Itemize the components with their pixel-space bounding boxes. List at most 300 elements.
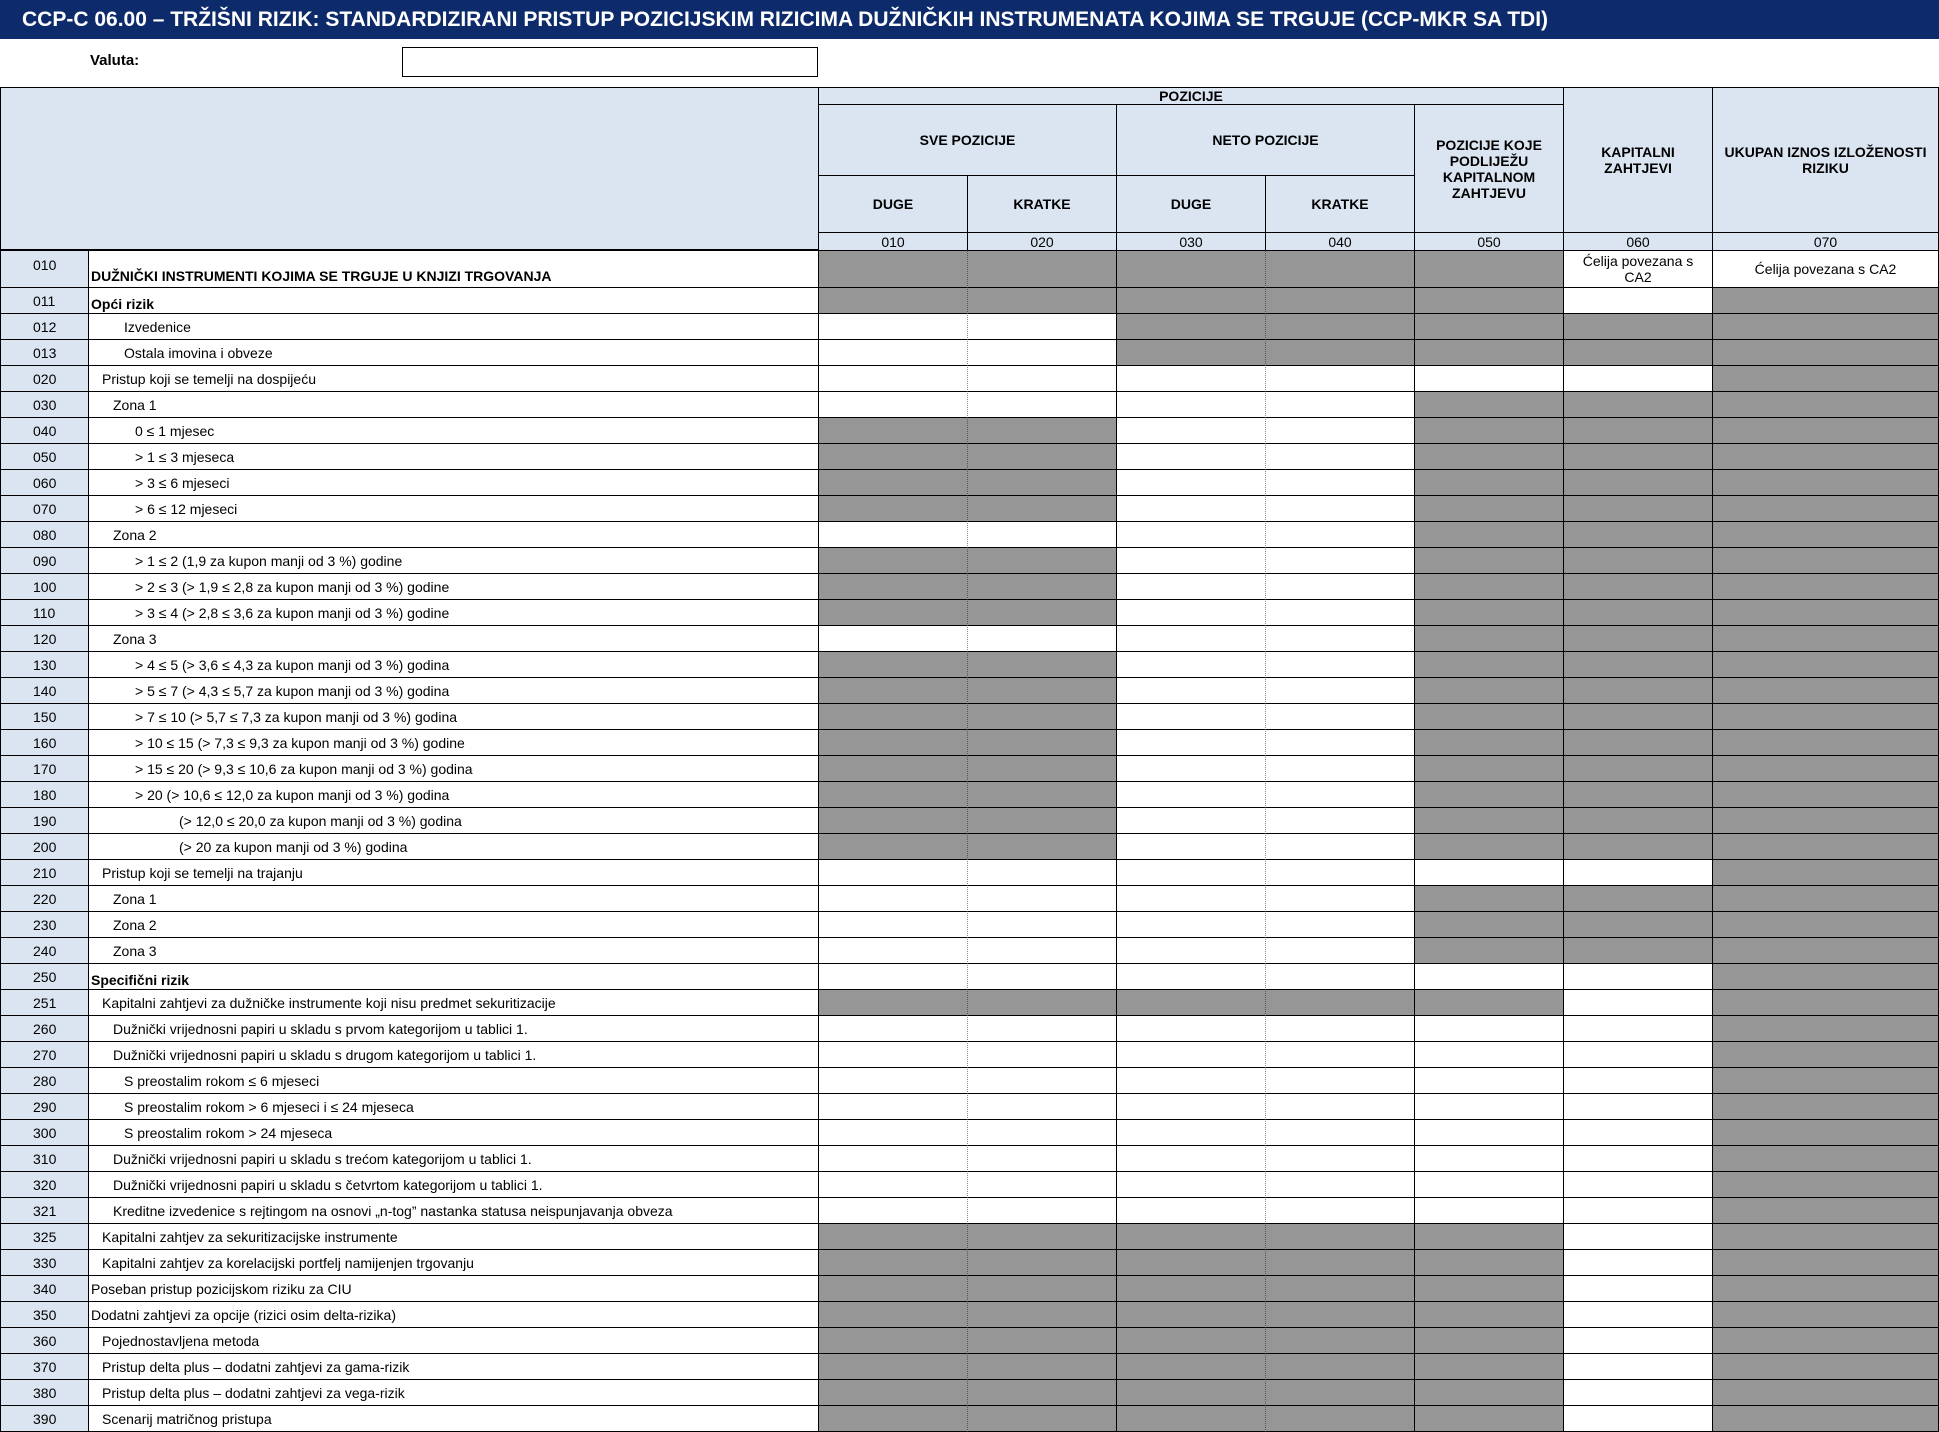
input-cell[interactable] (1265, 963, 1415, 990)
shaded-cell (1712, 1171, 1939, 1198)
input-cell[interactable] (1563, 1249, 1713, 1276)
shaded-cell (967, 287, 1117, 314)
input-cell[interactable] (1116, 807, 1266, 834)
input-cell[interactable] (1265, 365, 1415, 392)
shaded-cell (1712, 339, 1939, 366)
input-cell[interactable] (1116, 391, 1266, 418)
input-cell[interactable] (818, 1015, 968, 1042)
row-label: Dužnički vrijednosni papiri u skladu s četvrtom kategorijom u tablici 1. (88, 1171, 819, 1198)
row-code: 330 (0, 1249, 89, 1276)
input-cell[interactable] (1414, 1067, 1564, 1094)
shaded-cell (1414, 287, 1564, 314)
shaded-cell (1563, 313, 1713, 340)
input-cell[interactable] (967, 859, 1117, 886)
shaded-cell (818, 1301, 968, 1328)
input-cell[interactable] (818, 1145, 968, 1172)
shaded-cell (1414, 1275, 1564, 1302)
input-cell[interactable] (1265, 859, 1415, 886)
input-cell[interactable] (1563, 1223, 1713, 1250)
input-cell[interactable] (1116, 1119, 1266, 1146)
input-cell[interactable] (1265, 1171, 1415, 1198)
row-code: 240 (0, 937, 89, 964)
input-cell[interactable] (1265, 599, 1415, 626)
input-cell[interactable] (1563, 287, 1713, 314)
input-cell[interactable] (967, 625, 1117, 652)
shaded-cell (1712, 781, 1939, 808)
shaded-cell (1563, 391, 1713, 418)
shaded-cell (1712, 625, 1939, 652)
input-cell[interactable] (818, 1093, 968, 1120)
shaded-cell (1265, 1275, 1415, 1302)
shaded-cell (967, 833, 1117, 860)
row-label: S preostalim rokom > 6 mjeseci i ≤ 24 mjeseca (88, 1093, 819, 1120)
input-cell[interactable] (1563, 365, 1713, 392)
row-label: (> 12,0 ≤ 20,0 za kupon manji od 3 %) godina (88, 807, 819, 834)
input-cell[interactable] (967, 339, 1117, 366)
input-cell[interactable] (1265, 807, 1415, 834)
input-cell[interactable] (1265, 469, 1415, 496)
row-code: 010 (0, 250, 89, 288)
row-code: 011 (0, 287, 89, 314)
input-cell[interactable] (967, 521, 1117, 548)
input-cell[interactable] (1116, 1093, 1266, 1120)
input-cell[interactable] (1265, 417, 1415, 444)
row-label: > 1 ≤ 3 mjeseca (88, 443, 819, 470)
shaded-cell (1712, 313, 1939, 340)
input-cell[interactable] (1414, 1145, 1564, 1172)
row-code: 290 (0, 1093, 89, 1120)
input-cell[interactable] (1116, 469, 1266, 496)
input-cell[interactable] (818, 313, 968, 340)
shaded-cell (1563, 651, 1713, 678)
shaded-cell (1563, 937, 1713, 964)
input-cell[interactable] (1563, 1405, 1713, 1432)
shaded-cell (1712, 521, 1939, 548)
input-cell[interactable] (1414, 1119, 1564, 1146)
column-code-070: 070 (1712, 232, 1939, 251)
input-cell[interactable] (1265, 1093, 1415, 1120)
row-code: 160 (0, 729, 89, 756)
row-label: Pristup koji se temelji na trajanju (88, 859, 819, 886)
shaded-cell (1712, 1275, 1939, 1302)
input-cell[interactable] (1116, 573, 1266, 600)
row-label: > 10 ≤ 15 (> 7,3 ≤ 9,3 za kupon manji od 3 %) godine (88, 729, 819, 756)
shaded-cell (1712, 1327, 1939, 1354)
input-cell[interactable] (818, 885, 968, 912)
input-cell[interactable] (1265, 651, 1415, 678)
shaded-cell (1414, 729, 1564, 756)
input-cell[interactable] (1265, 1067, 1415, 1094)
input-cell[interactable] (818, 339, 968, 366)
row-code: 251 (0, 989, 89, 1016)
input-cell[interactable] (818, 1119, 968, 1146)
shaded-cell (1265, 1405, 1415, 1432)
shaded-cell (967, 1353, 1117, 1380)
shaded-cell (818, 547, 968, 574)
input-cell[interactable] (967, 365, 1117, 392)
column-code-030: 030 (1116, 232, 1266, 251)
shaded-cell (967, 443, 1117, 470)
row-code: 170 (0, 755, 89, 782)
input-cell[interactable] (1116, 703, 1266, 730)
input-cell[interactable] (1116, 1197, 1266, 1224)
shaded-cell (1414, 599, 1564, 626)
shaded-cell (1563, 495, 1713, 522)
shaded-cell (1414, 1223, 1564, 1250)
row-code: 110 (0, 599, 89, 626)
shaded-cell (1563, 911, 1713, 938)
input-cell[interactable] (1116, 677, 1266, 704)
input-cell[interactable] (1116, 625, 1266, 652)
row-label: Zona 2 (88, 521, 819, 548)
row-code: 140 (0, 677, 89, 704)
input-cell[interactable] (967, 391, 1117, 418)
row-code: 380 (0, 1379, 89, 1406)
input-cell[interactable] (1265, 1041, 1415, 1068)
input-cell[interactable] (1265, 937, 1415, 964)
input-cell[interactable] (1265, 729, 1415, 756)
row-label: Specifični rizik (88, 963, 819, 990)
input-cell[interactable] (1563, 1353, 1713, 1380)
row-code: 250 (0, 963, 89, 990)
shaded-cell (1414, 989, 1564, 1016)
input-cell[interactable] (818, 1171, 968, 1198)
input-cell[interactable] (967, 313, 1117, 340)
input-cell[interactable] (1265, 1145, 1415, 1172)
shaded-cell (1712, 677, 1939, 704)
input-cell[interactable] (1563, 1379, 1713, 1406)
input-cell[interactable] (1265, 1015, 1415, 1042)
shaded-cell (1563, 521, 1713, 548)
input-cell[interactable] (818, 937, 968, 964)
input-cell[interactable] (967, 1067, 1117, 1094)
input-cell[interactable] (1116, 417, 1266, 444)
input-cell[interactable] (818, 625, 968, 652)
input-cell[interactable] (1563, 1171, 1713, 1198)
shaded-cell (1563, 729, 1713, 756)
row-code: 150 (0, 703, 89, 730)
input-cell[interactable] (967, 1093, 1117, 1120)
row-code: 013 (0, 339, 89, 366)
row-label: > 5 ≤ 7 (> 4,3 ≤ 5,7 za kupon manji od 3 %) godina (88, 677, 819, 704)
input-cell[interactable] (1563, 1301, 1713, 1328)
row-code: 120 (0, 625, 89, 652)
shaded-cell (818, 1327, 968, 1354)
input-cell[interactable] (1563, 1275, 1713, 1302)
shaded-cell (1265, 1379, 1415, 1406)
row-label: Dužnički vrijednosni papiri u skladu s trećom kategorijom u tablici 1. (88, 1145, 819, 1172)
shaded-cell (1116, 1249, 1266, 1276)
shaded-cell (1563, 781, 1713, 808)
input-cell[interactable] (967, 1041, 1117, 1068)
input-cell[interactable] (1563, 963, 1713, 990)
row-label: Zona 1 (88, 885, 819, 912)
input-cell[interactable] (1116, 651, 1266, 678)
header-sve-kratke: KRATKE (967, 175, 1117, 233)
input-cell[interactable] (818, 521, 968, 548)
shaded-cell (1414, 807, 1564, 834)
input-cell[interactable] (1563, 1327, 1713, 1354)
row-code: 360 (0, 1327, 89, 1354)
shaded-cell (967, 781, 1117, 808)
shaded-cell (818, 1223, 968, 1250)
row-code: 260 (0, 1015, 89, 1042)
input-cell[interactable] (1116, 365, 1266, 392)
row-code: 300 (0, 1119, 89, 1146)
input-cell[interactable] (1116, 443, 1266, 470)
input-cell[interactable] (1265, 521, 1415, 548)
shaded-cell (818, 599, 968, 626)
input-cell[interactable] (1414, 963, 1564, 990)
row-label: 0 ≤ 1 mjesec (88, 417, 819, 444)
shaded-cell (818, 677, 968, 704)
input-cell[interactable] (818, 1067, 968, 1094)
row-code: 020 (0, 365, 89, 392)
input-cell[interactable] (1265, 677, 1415, 704)
shaded-cell (1265, 339, 1415, 366)
shaded-cell (818, 989, 968, 1016)
shaded-cell (1414, 521, 1564, 548)
row-label: Pojednostavljena metoda (88, 1327, 819, 1354)
row-label: Zona 2 (88, 911, 819, 938)
shaded-cell (818, 1379, 968, 1406)
input-cell[interactable] (1563, 1145, 1713, 1172)
shaded-cell (1712, 963, 1939, 990)
shaded-cell (967, 729, 1117, 756)
shaded-cell (1265, 287, 1415, 314)
input-cell[interactable] (1563, 1015, 1713, 1042)
row-label: > 1 ≤ 2 (1,9 za kupon manji od 3 %) godine (88, 547, 819, 574)
row-label: Opći rizik (88, 287, 819, 314)
shaded-cell (1414, 651, 1564, 678)
shaded-cell (1265, 1249, 1415, 1276)
shaded-cell (967, 1249, 1117, 1276)
input-cell[interactable] (1116, 1145, 1266, 1172)
shaded-cell (1116, 1223, 1266, 1250)
header-sve-duge: DUGE (818, 175, 968, 233)
row-label: > 7 ≤ 10 (> 5,7 ≤ 7,3 za kupon manji od 3 %) godina (88, 703, 819, 730)
shaded-cell (818, 287, 968, 314)
shaded-cell (1712, 469, 1939, 496)
input-cell[interactable] (1265, 1197, 1415, 1224)
input-cell[interactable] (1116, 729, 1266, 756)
shaded-cell (818, 417, 968, 444)
row-label: Kapitalni zahtjevi za dužničke instrumente koji nisu predmet sekuritizacije (88, 989, 819, 1016)
row-label: > 20 (> 10,6 ≤ 12,0 za kupon manji od 3 %) godina (88, 781, 819, 808)
input-cell[interactable] (1265, 443, 1415, 470)
shaded-cell (818, 807, 968, 834)
shaded-cell (1265, 1301, 1415, 1328)
shaded-cell (1712, 1119, 1939, 1146)
shaded-cell (1116, 1327, 1266, 1354)
valuta-label: Valuta: (90, 52, 140, 69)
input-cell[interactable] (1414, 365, 1564, 392)
input-cell[interactable] (1414, 1015, 1564, 1042)
shaded-cell (1712, 911, 1939, 938)
shaded-cell (967, 1275, 1117, 1302)
input-cell[interactable] (1116, 859, 1266, 886)
shaded-cell (1414, 833, 1564, 860)
shaded-cell (1712, 1197, 1939, 1224)
shaded-cell (967, 807, 1117, 834)
shaded-cell (1414, 625, 1564, 652)
input-cell[interactable] (1116, 911, 1266, 938)
row-code: 390 (0, 1405, 89, 1432)
shaded-cell (818, 651, 968, 678)
row-code: 270 (0, 1041, 89, 1068)
shaded-cell (818, 781, 968, 808)
shaded-cell (1712, 417, 1939, 444)
shaded-cell (818, 469, 968, 496)
input-cell[interactable] (1265, 495, 1415, 522)
shaded-cell (1414, 885, 1564, 912)
shaded-cell (1712, 443, 1939, 470)
row-code: 230 (0, 911, 89, 938)
input-cell[interactable] (1116, 1171, 1266, 1198)
row-code: 370 (0, 1353, 89, 1380)
input-cell[interactable] (967, 1145, 1117, 1172)
shaded-cell (818, 755, 968, 782)
input-cell[interactable] (967, 963, 1117, 990)
input-cell[interactable] (1116, 755, 1266, 782)
input-cell[interactable] (1116, 1015, 1266, 1042)
input-cell[interactable] (1563, 1093, 1713, 1120)
input-cell[interactable] (1563, 1041, 1713, 1068)
input-cell[interactable] (818, 1041, 968, 1068)
header-sve-pozicije: SVE POZICIJE (818, 104, 1117, 176)
input-cell[interactable] (1563, 989, 1713, 1016)
shaded-cell (1712, 573, 1939, 600)
row-label: Ostala imovina i obveze (88, 339, 819, 366)
input-cell[interactable] (967, 1119, 1117, 1146)
input-cell[interactable] (1116, 599, 1266, 626)
input-cell[interactable] (1116, 833, 1266, 860)
input-cell[interactable] (1265, 625, 1415, 652)
shaded-cell (1116, 1353, 1266, 1380)
input-cell[interactable] (1265, 781, 1415, 808)
input-cell[interactable] (1265, 391, 1415, 418)
input-cell[interactable] (1116, 547, 1266, 574)
input-cell[interactable] (1116, 885, 1266, 912)
shaded-cell (1116, 1379, 1266, 1406)
row-code: 070 (0, 495, 89, 522)
input-cell[interactable] (1414, 1171, 1564, 1198)
input-cell[interactable] (967, 1015, 1117, 1042)
input-cell[interactable] (818, 365, 968, 392)
shaded-cell (818, 1405, 968, 1432)
input-cell[interactable] (1265, 911, 1415, 938)
shaded-cell (1712, 859, 1939, 886)
shaded-cell (818, 729, 968, 756)
row-code: 340 (0, 1275, 89, 1302)
row-code: 040 (0, 417, 89, 444)
shaded-cell (1265, 250, 1415, 288)
input-cell[interactable] (1563, 1197, 1713, 1224)
shaded-cell (1712, 885, 1939, 912)
shaded-cell (818, 250, 968, 288)
input-cell[interactable] (1265, 703, 1415, 730)
input-cell[interactable] (1265, 547, 1415, 574)
header-corner (0, 87, 819, 250)
row-label: > 3 ≤ 6 mjeseci (88, 469, 819, 496)
shaded-cell (1563, 703, 1713, 730)
input-cell[interactable] (1265, 573, 1415, 600)
input-cell[interactable] (1265, 833, 1415, 860)
shaded-cell (1712, 1301, 1939, 1328)
shaded-cell (1414, 755, 1564, 782)
shaded-cell (1414, 1405, 1564, 1432)
input-cell[interactable] (1563, 859, 1713, 886)
input-cell[interactable] (1265, 1119, 1415, 1146)
valuta-input[interactable] (402, 47, 818, 77)
row-code: 200 (0, 833, 89, 860)
shaded-cell (1712, 1145, 1939, 1172)
input-cell[interactable] (818, 963, 968, 990)
input-cell[interactable] (967, 937, 1117, 964)
shaded-cell (1116, 989, 1266, 1016)
shaded-cell (967, 1223, 1117, 1250)
input-cell[interactable] (1116, 937, 1266, 964)
row-label: > 2 ≤ 3 (> 1,9 ≤ 2,8 za kupon manji od 3 %) godine (88, 573, 819, 600)
shaded-cell (1712, 1379, 1939, 1406)
input-cell[interactable] (818, 859, 968, 886)
shaded-cell (1712, 1067, 1939, 1094)
input-cell[interactable] (1116, 495, 1266, 522)
input-cell[interactable] (1414, 1197, 1564, 1224)
row-label: Dodatni zahtjevi za opcije (rizici osim delta-rizika) (88, 1301, 819, 1328)
input-cell[interactable] (1414, 1041, 1564, 1068)
row-label: Izvedenice (88, 313, 819, 340)
input-cell[interactable] (1265, 885, 1415, 912)
row-label: > 4 ≤ 5 (> 3,6 ≤ 4,3 za kupon manji od 3 %) godina (88, 651, 819, 678)
column-code-060: 060 (1563, 232, 1713, 251)
row-code: 060 (0, 469, 89, 496)
row-code: 012 (0, 313, 89, 340)
row-code: 321 (0, 1197, 89, 1224)
input-cell[interactable] (1116, 963, 1266, 990)
input-cell[interactable] (967, 885, 1117, 912)
input-cell[interactable] (1414, 1093, 1564, 1120)
column-code-040: 040 (1265, 232, 1415, 251)
input-cell[interactable] (1116, 521, 1266, 548)
shaded-cell (1563, 755, 1713, 782)
input-cell[interactable] (1116, 781, 1266, 808)
shaded-cell (1712, 1093, 1939, 1120)
input-cell[interactable] (967, 1171, 1117, 1198)
input-cell[interactable] (1563, 1067, 1713, 1094)
input-cell[interactable] (818, 1197, 968, 1224)
input-cell[interactable] (1265, 755, 1415, 782)
input-cell[interactable] (1414, 859, 1564, 886)
shaded-cell (1712, 729, 1939, 756)
row-code: 280 (0, 1067, 89, 1094)
input-cell[interactable] (1116, 1067, 1266, 1094)
header-neto-pozicije: NETO POZICIJE (1116, 104, 1415, 176)
input-cell[interactable] (1116, 1041, 1266, 1068)
row-label: Kreditne izvedenice s rejtingom na osnovi „n-tog” nastanka statusa neispunjavanja obveza (88, 1197, 819, 1224)
input-cell[interactable] (967, 1197, 1117, 1224)
shaded-cell (967, 703, 1117, 730)
header-pozicije: POZICIJE (818, 87, 1564, 105)
shaded-cell (1563, 469, 1713, 496)
input-cell[interactable] (818, 911, 968, 938)
input-cell[interactable] (1563, 1119, 1713, 1146)
shaded-cell (1265, 1327, 1415, 1354)
input-cell[interactable] (967, 911, 1117, 938)
shaded-cell (1414, 250, 1564, 288)
header-kapitalni-zahtjev-pozicije: POZICIJE KOJE PODLIJEŽU KAPITALNOM ZAHTJEVU (1414, 104, 1564, 233)
input-cell[interactable] (818, 391, 968, 418)
